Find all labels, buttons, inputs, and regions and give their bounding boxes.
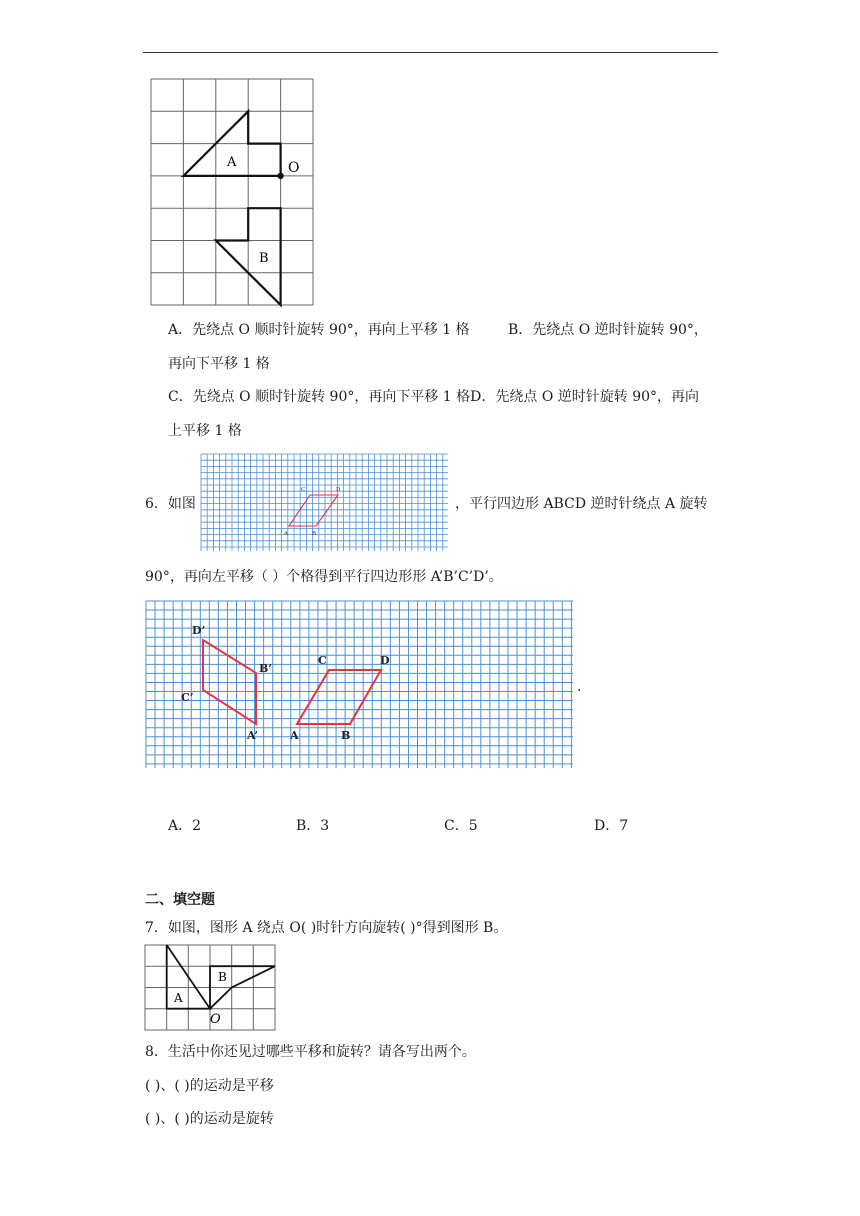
small-label-d: D — [336, 487, 341, 493]
q6-suffix: ，平行四边形 ABCD 逆时针绕点 A 旋转 — [455, 496, 708, 512]
label-b: B — [259, 251, 269, 266]
small-label-b: B — [312, 531, 317, 537]
point-o — [277, 173, 283, 179]
big-label-d-prime: D’ — [192, 624, 206, 637]
q7-label-b: B — [218, 970, 227, 984]
big-label-d: D — [380, 654, 390, 667]
parallelogram-abcd — [297, 670, 381, 724]
q6-option-c: C．5 — [444, 818, 478, 834]
q6-option-d: D．7 — [594, 818, 629, 834]
q5-option-cd: C．先绕点 O 顺时针旋转 90°，再向下平移 1 格D．先绕点 O 逆时针旋转 90°，再向 — [168, 389, 700, 405]
q8-rotation-line: ( )、( )的运动是旋转 — [145, 1111, 274, 1127]
q6-small-figure — [200, 453, 450, 553]
q7-label-a: A — [174, 991, 183, 1005]
big-label-c: C — [318, 654, 327, 667]
q6-big-figure — [145, 600, 575, 770]
q5-option-b-cont: 再向下平移 1 格 — [168, 356, 270, 372]
q5-option-b: B．先绕点 O 逆时针旋转 90°， — [508, 322, 708, 338]
big-label-c-prime: C’ — [181, 691, 194, 704]
section-title: 二、填空题 — [145, 892, 215, 908]
big-label-a-prime: A’ — [247, 729, 259, 742]
q8-text: 8．生活中你还见过哪些平移和旋转？请各写出两个。 — [145, 1044, 476, 1060]
q5-option-a: A．先绕点 O 顺时针旋转 90°，再向上平移 1 格 — [168, 322, 470, 338]
big-label-b: B — [341, 729, 351, 742]
big-label-b-prime: B’ — [259, 662, 273, 675]
q5-figure — [150, 78, 316, 308]
q6-line2: 90°，再向左平移（ ）个格得到平行四边形形 A’B’C’D’。 — [145, 569, 503, 585]
q7-label-o: O — [210, 1012, 221, 1027]
label-a: A — [227, 155, 237, 170]
small-label-c: C — [301, 487, 306, 493]
big-label-a: A — [290, 729, 299, 742]
label-o: O — [288, 160, 300, 176]
q7-figure — [144, 944, 276, 1032]
small-grid — [201, 454, 448, 551]
top-rule — [143, 52, 718, 53]
q6-prefix: 6．如图 — [145, 496, 196, 512]
q6-option-b: B．3 — [296, 818, 330, 834]
q8-translation-line: ( )、( )的运动是平移 — [145, 1078, 274, 1094]
q5-option-d-cont: 上平移 1 格 — [168, 423, 242, 439]
q6-trailing-dot: . — [577, 679, 582, 695]
big-grid — [146, 601, 573, 768]
small-parallelogram — [289, 495, 338, 526]
q5-grid — [151, 79, 313, 305]
q7-text: 7．如图，图形 A 绕点 O( )时针方向旋转( )°得到图形 B。 — [145, 920, 508, 936]
q6-option-a: A．2 — [168, 818, 202, 834]
small-label-a: A — [284, 531, 288, 537]
